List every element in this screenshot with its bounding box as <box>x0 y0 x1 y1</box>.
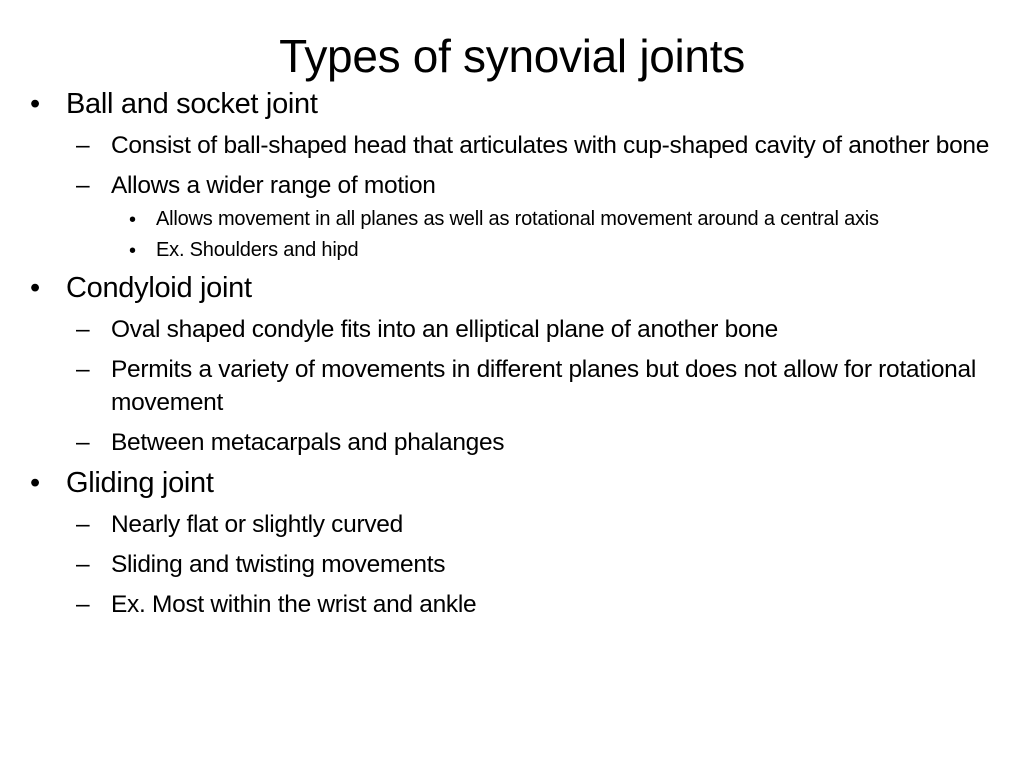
sub-bullet <box>30 353 1005 419</box>
bullet-marker: • <box>129 209 136 231</box>
sub-bullet-text: Sliding and twisting movements <box>111 551 446 578</box>
sub-bullet <box>30 508 1005 541</box>
dash-marker: – <box>76 356 90 383</box>
dash-marker: – <box>76 429 90 456</box>
sub-bullet-text: Between metacarpals and phalanges <box>111 429 505 456</box>
sub-sub-bullet <box>30 206 1005 233</box>
dash-marker: – <box>76 511 90 538</box>
sub-bullet <box>30 169 1005 202</box>
sub-sub-bullet-text: Ex. Shoulders and hipd <box>156 239 359 261</box>
sub-bullet <box>30 548 1005 581</box>
bullet-ball-and-socket <box>30 86 1005 122</box>
sub-bullet <box>30 426 1005 459</box>
sub-bullet <box>30 313 1005 346</box>
sub-bullet-text: Oval shaped condyle fits into an elliptical plane of another bone <box>111 316 778 343</box>
bullet-text: Gliding joint <box>66 467 214 499</box>
sub-bullet <box>30 129 1005 162</box>
bullet-marker: • <box>129 240 136 262</box>
sub-bullet-text: Ex. Most within the wrist and ankle <box>111 591 477 618</box>
sub-bullet-text: Permits a variety of movements in different planes but does not allow for rotational movement <box>111 356 976 416</box>
bullet-marker: • <box>30 272 40 304</box>
dash-marker: – <box>76 132 90 159</box>
bullet-gliding <box>30 465 1005 501</box>
bullet-condyloid <box>30 270 1005 306</box>
bullet-text: Condyloid joint <box>66 272 252 304</box>
dash-marker: – <box>76 172 90 199</box>
sub-bullet-text: Nearly flat or slightly curved <box>111 511 403 538</box>
bullet-marker: • <box>30 467 40 499</box>
sub-bullet <box>30 588 1005 621</box>
bullet-marker: • <box>30 88 40 120</box>
dash-marker: – <box>76 551 90 578</box>
bullet-list <box>30 86 1005 621</box>
sub-sub-bullet-text: Allows movement in all planes as well as rotational movement around a central axis <box>156 208 879 230</box>
bullet-text: Ball and socket joint <box>66 88 318 120</box>
sub-sub-bullet <box>30 237 1005 264</box>
sub-bullet-text: Allows a wider range of motion <box>111 172 436 199</box>
dash-marker: – <box>76 316 90 343</box>
sub-bullet-text: Consist of ball-shaped head that articulates with cup-shaped cavity of another bone <box>111 132 990 159</box>
slide-title: Types of synovial joints <box>279 30 745 82</box>
dash-marker: – <box>76 591 90 618</box>
